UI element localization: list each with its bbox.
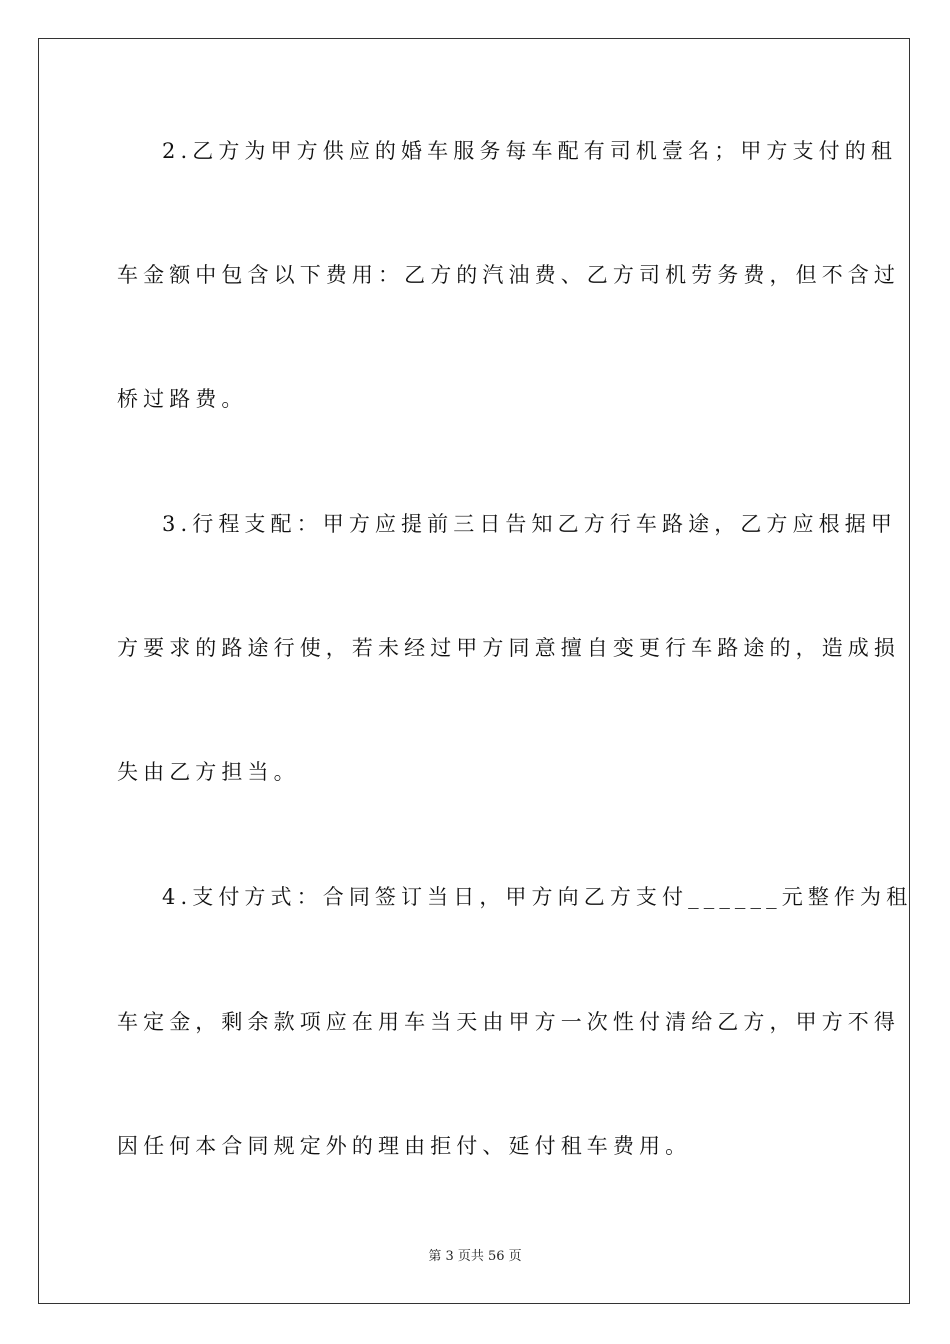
- clause-4-line-1: 4.支付方式：合同签订当日，甲方向乙方支付______元整作为租: [162, 885, 913, 909]
- page-border: [38, 38, 913, 1304]
- clause-4-line-3: 因任何本合同规定外的理由拒付、延付租车费用。: [117, 1134, 692, 1158]
- page-number: 第 3 页: [428, 1249, 471, 1264]
- clause-2-line-2: 车金额中包含以下费用：乙方的汽油费、乙方司机劳务费，但不含过: [117, 263, 900, 287]
- clause-3-line-1: 3.行程支配：甲方应提前三日告知乙方行车路途，乙方应根据甲: [162, 512, 897, 536]
- page-total: 共 56 页: [470, 1249, 522, 1264]
- clause-3-line-3: 失由乙方担当。: [117, 760, 300, 784]
- clause-4-line-2: 车定金，剩余款项应在用车当天由甲方一次性付清给乙方，甲方不得: [117, 1010, 900, 1034]
- clause-2-line-3: 桥过路费。: [117, 387, 248, 411]
- page-footer: [0, 1249, 950, 1265]
- clause-3-line-2: 方要求的路途行使，若未经过甲方同意擅自变更行车路途的，造成损: [117, 636, 900, 660]
- clause-2-line-1: 2.乙方为甲方供应的婚车服务每车配有司机壹名；甲方支付的租: [162, 139, 897, 163]
